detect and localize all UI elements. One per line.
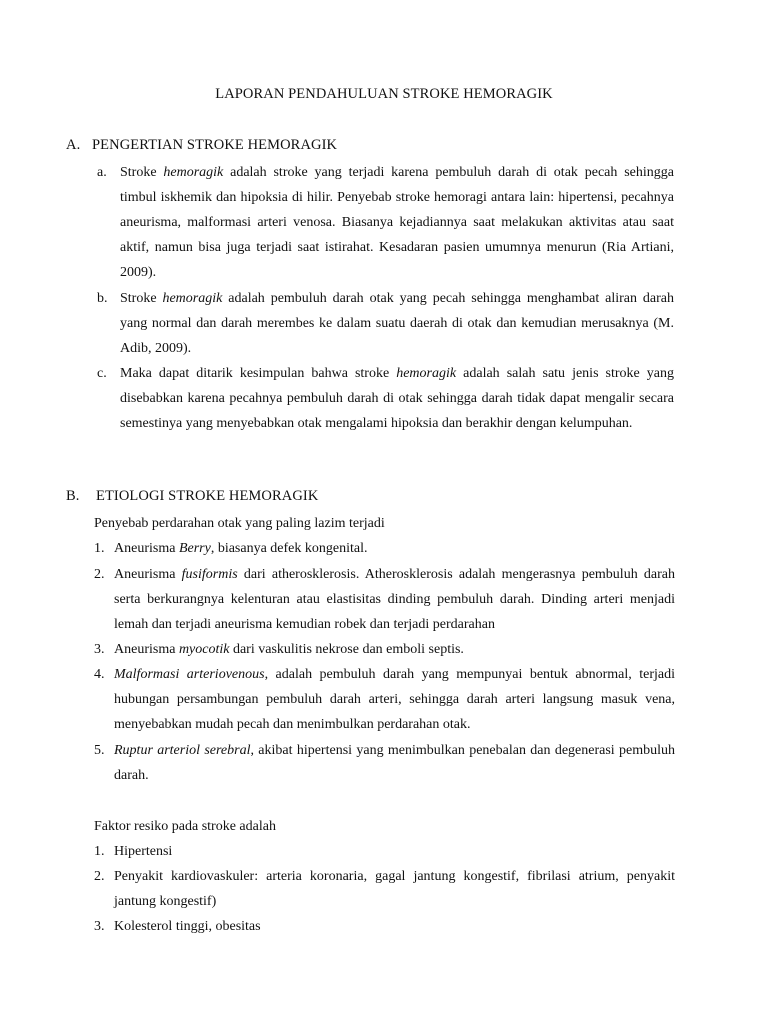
list-marker: a. [97,165,107,180]
section-b-title: ETIOLOGI STROKE HEMORAGIK [96,488,319,504]
section-a-heading [66,137,337,154]
list-item [94,839,675,864]
list-marker: 2. [94,567,105,582]
list-item-text: Malformasi arteriovenous, adalah pembuluh darah yang mempunyai bentuk abnormal, terjadi hubungan persambungan pembuluh darah arteri, sehingga darah arteri langsung masuk vena, menyebabkan mudah pecah dan menimbulkan perdarahan otak. [114,667,675,732]
list-item [94,864,675,914]
list-item [93,286,674,361]
list-marker: 3. [94,642,105,657]
section-a-number: A. [66,137,81,153]
list-marker: c. [97,366,107,381]
list-item [94,738,675,788]
list-item-text: Maka dapat ditarik kesimpulan bahwa stroke hemoragik adalah salah satu jenis stroke yang disebabkan karena pecahnya pembuluh darah di otak sehingga darah tidak dapat mengalir secara semestinya yang menyebabkan otak mengalami hipoksia dan berakhir dengan kelumpuhan. [120,366,674,431]
list-item-text: Aneurisma fusiformis dari atherosklerosis. Atherosklerosis adalah mengerasnya pembuluh darah serta berkurangnya kelenturan atau elastisitas dinding pembuluh darah. Dinding arteri menjadi lemah dan terjadi aneurisma kemudian robek dan terjadi perdarahan [114,567,675,632]
list-marker: 1. [94,844,105,859]
risk-factors-intro: Faktor resiko pada stroke adalah [94,819,276,834]
section-a-title: PENGERTIAN STROKE HEMORAGIK [92,137,338,153]
list-item [94,637,675,662]
list-item [93,160,674,285]
list-item [94,914,675,939]
list-item-text: Kolesterol tinggi, obesitas [114,919,261,934]
list-item-text: Aneurisma myocotik dari vaskulitis nekrose dan emboli septis. [114,642,464,657]
section-b-intro: Penyebab perdarahan otak yang paling lazim terjadi [94,516,385,531]
list-item-text: Hipertensi [114,844,173,859]
list-item [94,536,675,561]
section-b-number: B. [66,488,80,504]
list-item [93,361,674,436]
section-b-heading [66,488,318,505]
list-marker: 4. [94,667,105,682]
list-item-text: Ruptur arteriol serebral, akibat hipertensi yang menimbulkan penebalan dan degenerasi pembuluh darah. [114,743,676,783]
list-marker: b. [97,291,108,306]
list-marker: 2. [94,869,105,884]
list-item-text: Penyakit kardiovaskuler: arteria koronaria, gagal jantung kongestif, fibrilasi atrium, penyakit jantung kongestif) [114,869,675,909]
list-marker: 5. [94,743,105,758]
list-item [94,662,675,737]
list-marker: 3. [94,919,105,934]
list-item [94,562,675,637]
document-title: LAPORAN PENDAHULUAN STROKE HEMORAGIK [215,86,553,102]
list-item-text: Stroke hemoragik adalah stroke yang terjadi karena pembuluh darah di otak pecah sehingga timbul iskhemik dan hipoksia di hilir. Penyebab stroke hemoragi antara lain: hipertensi, pecahnya aneurisma, malformasi arteri venosa. Biasanya kejadiannya saat melakukan aktivitas atau saat aktif, namun bisa juga terjadi saat istirahat. Kesadaran pasien umumnya menurun (Ria Artiani, 2009). [120,165,674,280]
list-marker: 1. [94,541,105,556]
list-item-text: Stroke hemoragik adalah pembuluh darah otak yang pecah sehingga menghambat aliran darah yang normal dan darah merembes ke dalam suatu daerah di otak dan kemudian merusaknya (M. Adib, 2009). [120,291,675,356]
list-item-text: Aneurisma Berry, biasanya defek kongenital. [114,541,368,556]
